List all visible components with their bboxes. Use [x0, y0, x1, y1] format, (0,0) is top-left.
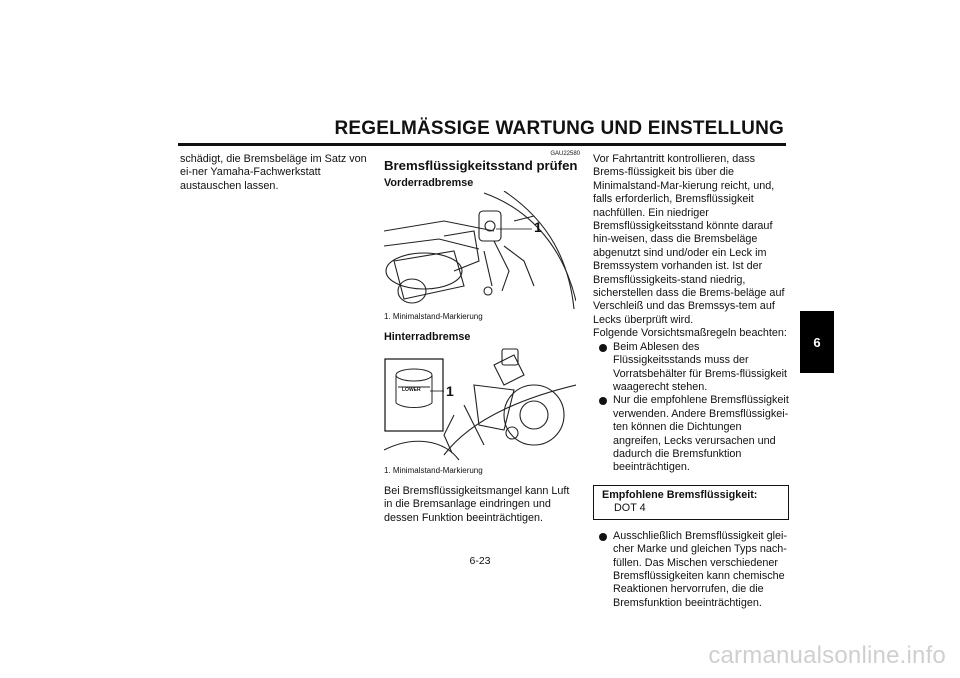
front-brake-illustration [384, 191, 576, 309]
rear-brake-heading: Hinterradbremse [384, 331, 471, 343]
rear-brake-illustration [384, 345, 576, 463]
bullet-icon [599, 344, 607, 352]
section-heading: Bremsflüssigkeitsstand prüfen [384, 158, 578, 173]
bullet-text: Ausschließlich Bremsflüssigkeit glei-cher Marke und gleichen Typs nach-füllen. Das Mischen verschiedener Bremsflüssigkeiten kann chemische Reaktionen hervorrufen, die die Bremsfunktion beeinträchtigen. [613, 529, 788, 609]
header-rule [178, 143, 786, 146]
front-figure-callout-label: 1 [534, 219, 542, 235]
front-brake-figure [384, 191, 576, 309]
precautions-heading: Folgende Vorsichtsmaßregeln beachten: [593, 327, 787, 340]
low-fluid-paragraph: Bei Bremsflüssigkeitsmangel kann Luft in die Bremsanlage eindringen und dessen Funktion beeinträchtigen. [384, 485, 570, 524]
column-middle [384, 150, 580, 525]
bullet-icon [599, 397, 607, 405]
list-item [599, 530, 789, 610]
bullet-text: Nur die empfohlene Bremsflüssigkeit verwenden. Andere Bremsflüssigkei-ten können die Dichtungen angreifen, Lecks verursachen und dadurch die Bremsfunktion beeinträchtigen. [613, 394, 789, 474]
intro-paragraph: Vor Fahrtantritt kontrollieren, dass Brems-flüssigkeit bis über die Minimalstand-Mar-kierung reicht, und, falls erforderlich, Bremsflüssigkeit nachfüllen. Ein niedriger Bremsflüssigkeitsstand könnte darauf hin-weisen, dass die Bremsbeläge abgenutzt sind und/oder ein Leck im Bremssystem vorhanden ist. Ist der Bremsflüssigkeits-stand niedrig, sicherstellen dass die Brems-beläge auf Verschleiß und das Bremssys-tem auf Lecks überprüft wird. [593, 153, 785, 326]
reference-code: GAU22580 [550, 151, 580, 157]
spec-label: Empfohlene Bremsflüssigkeit: [602, 488, 758, 501]
front-brake-heading: Vorderradbremse [384, 177, 474, 189]
rear-figure-caption: 1. Minimalstand-Markierung [384, 466, 483, 475]
rear-inset-level-label: LOWER [402, 387, 421, 393]
spec-value: DOT 4 [614, 501, 646, 514]
rear-brake-figure [384, 345, 576, 463]
list-item [599, 341, 789, 395]
bullet-icon [599, 533, 607, 541]
watermark: carmanualsonline.info [708, 642, 946, 669]
front-figure-caption: 1. Minimalstand-Markierung [384, 312, 483, 321]
column-right [593, 153, 789, 610]
continued-paragraph: schädigt, die Bremsbeläge im Satz von ei-ner Yamaha-Fachwerkstatt austauschen lassen. [180, 153, 367, 192]
list-item [599, 394, 789, 474]
bullet-text: Beim Ablesen des Flüssigkeitsstands muss der Vorratsbehälter für Brems-flüssigkeit waagerecht stehen. [613, 340, 788, 393]
rear-figure-callout-label: 1 [446, 383, 454, 399]
page-title: REGELMÄSSIGE WARTUNG UND EINSTELLUNG [334, 118, 784, 139]
page-number: 6-23 [469, 555, 491, 567]
column-left [180, 153, 368, 193]
chapter-tab: 6 [800, 311, 834, 373]
spec-box [593, 485, 789, 520]
